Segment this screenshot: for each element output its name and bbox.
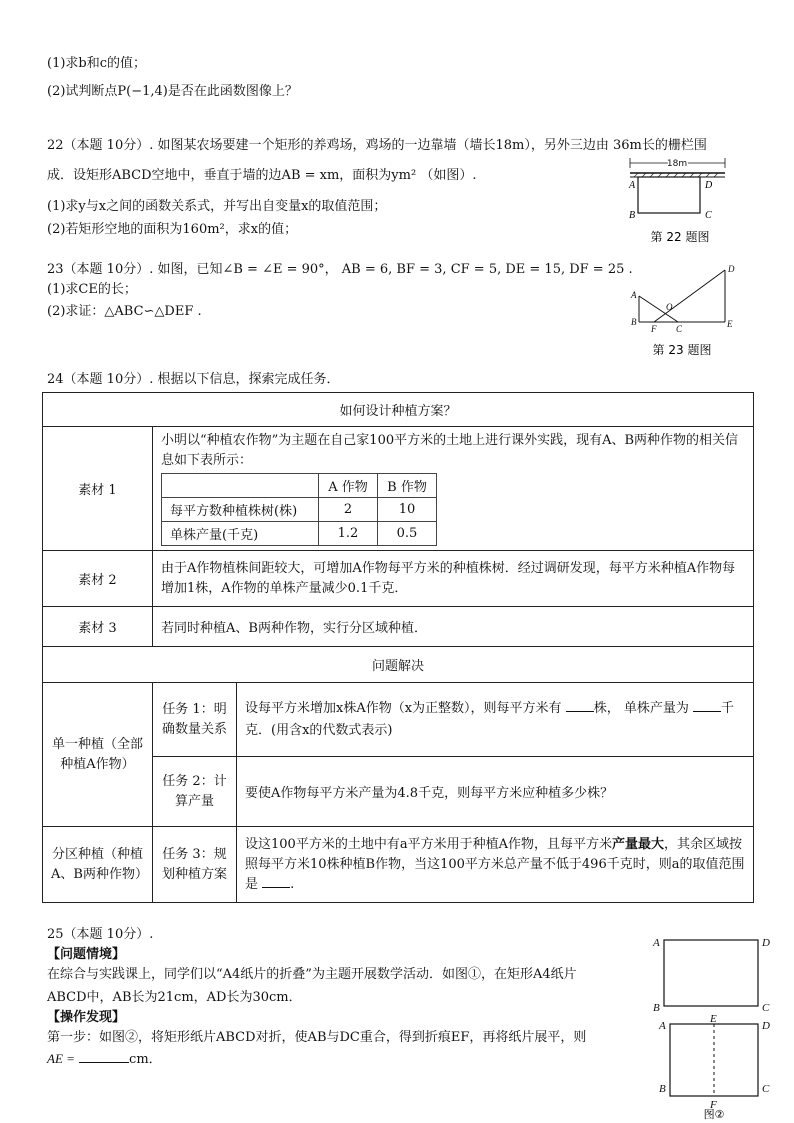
q23-part1: (1)求CE的长； [47,282,137,297]
q24-inner-row1-b: 10 [378,498,437,522]
q25-figure2 [650,1014,780,1120]
q24-material3-text: 若同时种植A、B两种作物，实行分区域种植． [153,607,754,647]
q24-inner-header-b: B 作物 [378,474,437,498]
q25-ae-unit: cm． [129,1052,162,1067]
q24-task3-text-c: . [290,876,295,892]
q22-caption: 第 22 题图 [650,230,710,244]
q23-caption: 第 23 题图 [652,343,712,357]
q24-material3-label: 素材 3 [43,607,153,647]
q25-heading-operation: 【操作发现】 [47,1010,126,1025]
q24-task1-blank1[interactable] [566,699,594,712]
q25-fig2-D: D [762,1020,770,1032]
q24-table-title: 如何设计种植方案？ [43,393,754,427]
q24-task3-label: 任务 3：规划种植方案 [153,827,237,903]
q24-inner-header-blank [162,474,319,498]
q25-fig1-B: B [653,1002,660,1014]
q24-task3-text-a: 设这100平方米的土地中有a平方米用于种植A作物，且每平方米 [245,836,612,852]
q24-inner-row1-a: 2 [319,498,378,522]
q23-label-E: E [727,319,733,329]
q25-para2-line2 [47,1048,162,1067]
q25-figure1 [650,932,780,1014]
q23-label-C: C [676,324,683,334]
q24-inner-row2-label: 单株产量(千克) [162,522,319,546]
q24-material2-label: 素材 2 [43,551,153,607]
q24-task1-text-a: 设每平方米增加x株A作物（x为正整数），则每平方米有 [245,700,562,716]
q24-inner-row1-label: 每平方数种植株树(株) [162,498,319,522]
q24-task3-text-b: ，其余区域按照每平方米10株种植B作物，当这100平方米总产量不低于496千克时，则a的取值范围是 [245,836,745,892]
q21-part2: (2)试判断点P(−1,4)是否在此函数图像上？ [47,84,298,99]
q25-fig2-F: F [710,1099,717,1111]
q23-label-O: O [666,302,673,312]
q24-intro: 24（本题 10分）. 根据以下信息，探索完成任务． [47,372,340,387]
q22-intro-line1: 22（本题 10分）. 如图某农场要建一个矩形的养鸡场，鸡场的一边靠墙（墙长18m），另外三边由 36m长的栅栏围 [47,138,707,153]
q23-intro: 23（本题 10分）. 如图，已知∠B = ∠E = 90°， AB = 6, BF = 3, CF = 5, DE = 15, DF = 25 . [47,262,633,277]
q24-material2-text: 由于A作物植株间距较大，可增加A作物每平方米的种植株树．经过调研发现，每平方米种植A作物每增加1株，A作物的单株产量减少0.1千克． [153,551,754,607]
q25-fig2-A: A [659,1020,666,1032]
q24-task1-body [237,683,754,757]
q24-task1-text-b: 株， 单株产量为 [593,700,689,716]
q24-task1-blank2[interactable] [693,699,721,712]
q25-ae-label: AE = [47,1051,75,1066]
q23-label-B: B [631,317,637,327]
q24-inner-table [161,473,437,546]
q22-figure [620,155,730,245]
q24-inner-row2-a: 1.2 [319,522,378,546]
q25-fig2-E: E [710,1014,717,1025]
q24-task3-blank[interactable] [262,875,290,888]
q24-section-title: 问题解决 [43,647,754,683]
q24-material1-text: 小明以“种植农作物”为主题在自己家100平方米的土地上进行课外实践，现有A、B两种作物的相关信息如下表所示： [161,433,739,468]
q24-single-label: 单一种植（全部种植A作物） [43,683,153,827]
q24-material1-cell [153,427,754,551]
q23-figure [626,262,746,362]
q25-ae-blank[interactable] [79,1050,129,1063]
q24-task-table [42,392,754,903]
q22-label-B: B [629,210,636,221]
q22-label-C: C [705,210,712,221]
q25-para1-line2: ABCD中，AB长为21cm，AD长为30cm． [47,990,302,1005]
q25-fig2-C: C [762,1083,770,1095]
q22-label-D: D [705,180,713,191]
q25-heading-situation: 【问题情境】 [47,947,126,962]
q24-task1-text-c: 千克．(用含x的代数式表示) [245,700,734,738]
q22-intro-line2: 成．设矩形ABCD空地中，垂直于墙的边AB = xm，面积为ym² （如图）. [47,168,477,183]
q24-inner-row2-b: 0.5 [378,522,437,546]
q25-fig2-caption: 图② [703,1108,725,1120]
q24-task3-body [237,827,754,903]
q22-label-A: A [629,180,636,191]
q24-task2-text: 要使A作物每平方米产量为4.8千克，则每平方米应种植多少株？ [237,757,754,827]
q24-task3-bold: 产量最大 [611,836,664,852]
q25-intro: 25（本题 10分）. [47,927,154,942]
q22-part2: (2)若矩形空地的面积为160m²，求x的值； [47,222,298,237]
q25-para1-line1: 在综合与实践课上，同学们以“A4纸片的折叠”为主题开展数学活动．如图①，在矩形A4纸片 [47,967,577,982]
q24-inner-header-a: A 作物 [319,474,378,498]
q24-zone-label: 分区种植（种植A、B两种作物） [43,827,153,903]
q23-label-D: D [728,264,735,274]
q22-wall-length: 18m [666,159,688,169]
q23-label-F: F [651,324,657,334]
q24-task1-label: 任务 1：明确数量关系 [153,683,237,757]
q25-para2-line1: 第一步：如图②，将矩形纸片ABCD对折，使AB与DC重合，得到折痕EF，再将纸片展平，则 [47,1030,587,1045]
q21-part1: (1)求b和c的值； [47,56,147,71]
q23-part2: (2)求证：△ABC∽△DEF . [47,304,202,319]
q24-task2-label: 任务 2：计算产量 [153,757,237,827]
q22-part1: (1)求y与x之间的函数关系式，并写出自变量x的取值范围； [47,199,387,214]
q25-fig1-D: D [762,937,770,949]
q25-fig1-C: C [762,1002,770,1014]
q25-fig1-A: A [653,937,660,949]
q25-fig2-B: B [659,1083,666,1095]
q23-label-A: A [631,290,637,300]
q24-material1-label: 素材 1 [43,427,153,551]
